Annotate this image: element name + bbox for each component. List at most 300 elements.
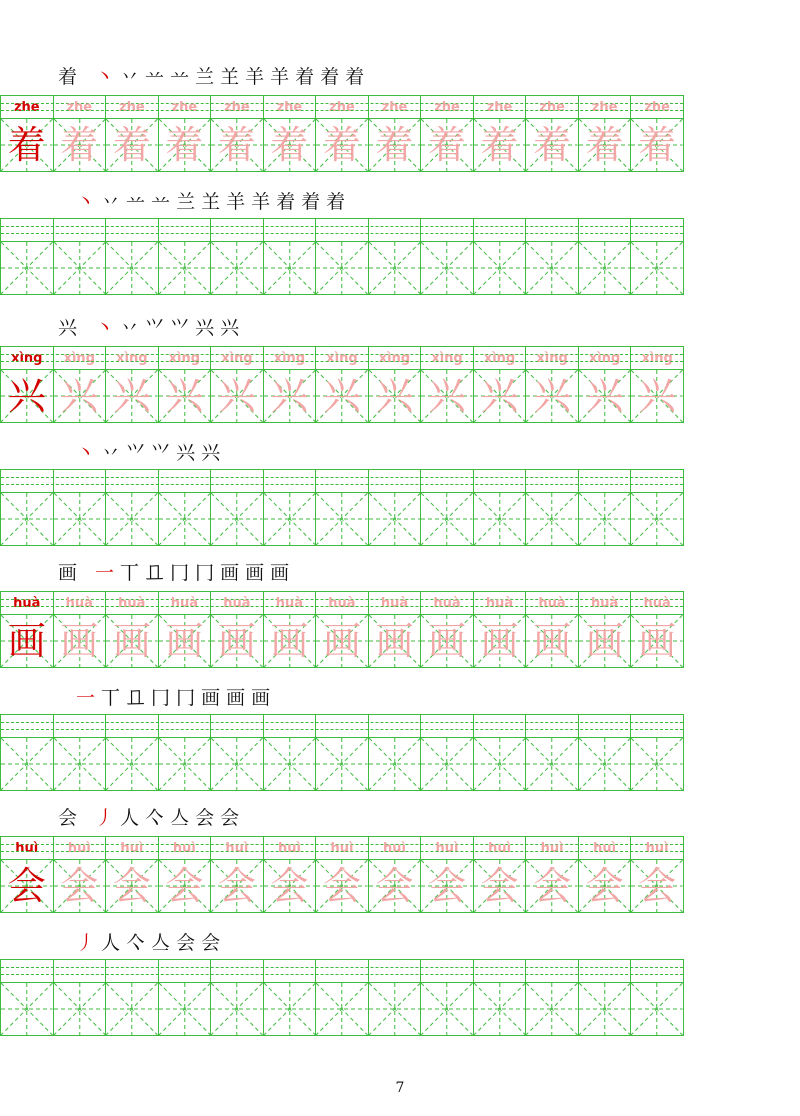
pinyin-cell[interactable]: [54, 715, 107, 737]
blank-writing-cell[interactable]: [211, 493, 264, 545]
trace-character: 会: [480, 864, 519, 908]
trace-character-cell: [421, 119, 474, 171]
trace-character: 画: [60, 619, 99, 663]
blank-writing-cell[interactable]: [316, 983, 369, 1035]
pinyin-cell[interactable]: [264, 715, 317, 737]
cell-guide-lines: [1, 493, 53, 545]
practice-grid: [0, 714, 684, 791]
trace-character: 画: [638, 619, 677, 663]
stroke-step: 画: [201, 687, 221, 709]
stroke-step: 兰: [195, 66, 215, 88]
blank-writing-cell[interactable]: [474, 738, 527, 790]
blank-writing-cell[interactable]: [1, 983, 54, 1035]
pinyin-cell: zhe: [316, 96, 369, 118]
stroke-step: 人: [101, 932, 121, 954]
stroke-order-line-repeat: [58, 441, 220, 465]
trace-character-cell: [631, 615, 683, 667]
stroke-step: 冂: [170, 562, 190, 584]
trace-character: 会: [112, 864, 151, 908]
pinyin-cell[interactable]: [264, 960, 317, 982]
blank-writing-cell[interactable]: [474, 493, 527, 545]
blank-writing-cell[interactable]: [631, 493, 683, 545]
cell-guide-lines: [631, 242, 683, 294]
cell-guide-lines: [526, 983, 578, 1035]
blank-writing-cell[interactable]: [369, 983, 422, 1035]
pinyin-cell: zhe: [421, 96, 474, 118]
stroke-step: 𦍌: [201, 191, 221, 213]
stroke-order-line-repeat: [58, 190, 345, 214]
character-heading: 画: [58, 562, 78, 584]
cell-guide-lines: [159, 242, 211, 294]
cell-guide-lines: [474, 738, 526, 790]
stroke-step: 丷: [101, 191, 121, 213]
pinyin-cell: huà: [474, 592, 527, 614]
pinyin-cell[interactable]: [159, 715, 212, 737]
trace-character: 画: [270, 619, 309, 663]
trace-character-cell: [316, 370, 369, 422]
pinyin-cell: huì: [369, 837, 422, 859]
pinyin-cell[interactable]: [316, 219, 369, 241]
pinyin-cell[interactable]: [474, 470, 527, 492]
pinyin-cell: huà: [643, 595, 671, 611]
pinyin-cell[interactable]: [159, 470, 212, 492]
trace-character: 着: [270, 123, 309, 167]
blank-writing-cell[interactable]: [631, 738, 683, 790]
pinyin-cell[interactable]: [211, 960, 264, 982]
cell-guide-lines: [264, 983, 316, 1035]
blank-writing-cell[interactable]: [54, 493, 107, 545]
blank-writing-cell[interactable]: [579, 242, 632, 294]
blank-writing-cell[interactable]: [264, 242, 317, 294]
stroke-step: 兴: [220, 317, 240, 339]
trace-character: 着: [638, 123, 677, 167]
trace-character: 着: [165, 123, 204, 167]
pinyin-cell[interactable]: [369, 960, 422, 982]
pinyin-cell[interactable]: [54, 470, 107, 492]
blank-writing-cell[interactable]: [264, 983, 317, 1035]
pinyin-cell: xìng: [54, 347, 107, 369]
stroke-step: 丷: [101, 442, 121, 464]
tracing-grid: [0, 346, 684, 423]
trace-character-cell: [526, 119, 579, 171]
pinyin-cell[interactable]: [211, 470, 264, 492]
trace-character: 兴: [533, 374, 572, 418]
pinyin-cell[interactable]: [106, 960, 159, 982]
trace-character-cell: [106, 860, 159, 912]
trace-character-cell: [159, 615, 212, 667]
pinyin-cell: zhe: [526, 96, 579, 118]
character-row: [1, 118, 683, 172]
blank-writing-cell[interactable]: [369, 493, 422, 545]
stroke-step: 着: [326, 191, 346, 213]
pinyin-cell[interactable]: [421, 960, 474, 982]
blank-writing-cell[interactable]: [159, 738, 212, 790]
pinyin-cell[interactable]: [421, 219, 474, 241]
pinyin-cell[interactable]: [316, 960, 369, 982]
cell-guide-lines: [369, 983, 421, 1035]
stroke-step: 䒑: [145, 66, 165, 88]
blank-writing-cell[interactable]: [421, 493, 474, 545]
cell-guide-lines: [631, 738, 683, 790]
pinyin-cell: zhe: [474, 96, 527, 118]
pinyin-cell[interactable]: [526, 470, 579, 492]
cell-guide-lines: [54, 983, 106, 1035]
trace-character-cell: [316, 119, 369, 171]
pinyin-cell: zhe: [264, 96, 317, 118]
trace-character-cell: [106, 119, 159, 171]
cell-guide-lines: [159, 738, 211, 790]
pinyin-cell[interactable]: [106, 715, 159, 737]
pinyin-cell[interactable]: [369, 470, 422, 492]
blank-writing-cell[interactable]: [526, 493, 579, 545]
stroke-step: 兴: [201, 442, 221, 464]
blank-writing-cell[interactable]: [159, 493, 212, 545]
pinyin-cell: zhe: [159, 96, 212, 118]
cell-guide-lines: [474, 983, 526, 1035]
pinyin-cell: huì: [159, 837, 212, 859]
stroke-step: 𠀃: [126, 687, 146, 709]
pinyin-cell: huà: [159, 592, 212, 614]
pinyin-row: [1, 714, 683, 737]
trace-character-cell: [579, 615, 632, 667]
cell-guide-lines: [421, 493, 473, 545]
pinyin-cell: huà: [579, 592, 632, 614]
stroke-step: 䒑: [170, 66, 190, 88]
stroke-step: 亼: [151, 932, 171, 954]
cell-guide-lines: [159, 983, 211, 1035]
pinyin-row: [1, 95, 683, 118]
cell-guide-lines: [526, 242, 578, 294]
trace-character-cell: [54, 370, 107, 422]
stroke-step: 着: [301, 191, 321, 213]
pinyin-cell[interactable]: [211, 715, 264, 737]
stroke-step: 着: [295, 66, 315, 88]
trace-character: 画: [322, 619, 361, 663]
page-number: 7: [395, 1080, 405, 1096]
trace-character-cell: [369, 119, 422, 171]
stroke-step: 会: [195, 807, 215, 829]
pinyin-cell: huà: [106, 592, 159, 614]
trace-character: 会: [60, 864, 99, 908]
pinyin-cell: zhe: [211, 96, 264, 118]
pinyin-cell[interactable]: [1, 219, 54, 241]
blank-writing-cell[interactable]: [526, 242, 579, 294]
stroke-step: 丿: [95, 807, 115, 829]
trace-character-cell: [579, 119, 632, 171]
pinyin-cell[interactable]: [1, 470, 54, 492]
trace-character-cell: [264, 615, 317, 667]
pinyin-cell: xìng: [106, 347, 159, 369]
blank-writing-cell[interactable]: [369, 738, 422, 790]
cell-guide-lines: [526, 738, 578, 790]
pinyin-cell: huà: [264, 592, 317, 614]
blank-writing-cell[interactable]: [421, 242, 474, 294]
trace-character: 兴: [480, 374, 519, 418]
cell-guide-lines: [159, 493, 211, 545]
pinyin-cell: huà: [316, 592, 369, 614]
trace-character: 会: [270, 864, 309, 908]
blank-writing-cell[interactable]: [526, 738, 579, 790]
pinyin-cell[interactable]: [54, 960, 107, 982]
trace-character: 画: [165, 619, 204, 663]
blank-writing-cell[interactable]: [579, 983, 632, 1035]
trace-character-cell: [316, 860, 369, 912]
blank-writing-cell[interactable]: [316, 493, 369, 545]
blank-writing-cell[interactable]: [526, 983, 579, 1035]
blank-writing-cell[interactable]: [211, 738, 264, 790]
pinyin-cell[interactable]: [474, 960, 527, 982]
trace-character: 会: [217, 864, 256, 908]
pinyin-cell[interactable]: [316, 470, 369, 492]
character-row: [1, 859, 683, 913]
pinyin-cell[interactable]: [264, 219, 317, 241]
stroke-step: 丶: [76, 442, 96, 464]
trace-character: 兴: [60, 374, 99, 418]
trace-character-cell: [369, 370, 422, 422]
blank-writing-cell[interactable]: [211, 983, 264, 1035]
character-row: [1, 492, 683, 546]
character-heading: 会: [58, 807, 78, 829]
trace-character-cell: [264, 119, 317, 171]
pinyin-cell[interactable]: [631, 960, 683, 982]
cell-guide-lines: [526, 493, 578, 545]
stroke-step: 䒑: [126, 191, 146, 213]
trace-character: 着: [322, 123, 361, 167]
pinyin-cell: xìng: [369, 347, 422, 369]
cell-guide-lines: [421, 738, 473, 790]
pinyin-cell[interactable]: [159, 219, 212, 241]
trace-character-cell: [159, 119, 212, 171]
pinyin-cell: huì: [211, 837, 264, 859]
stroke-order-line: [58, 561, 289, 585]
trace-character: 兴: [585, 374, 624, 418]
pinyin-cell: zhe: [579, 96, 632, 118]
blank-writing-cell[interactable]: [474, 983, 527, 1035]
pinyin-cell[interactable]: [579, 960, 632, 982]
blank-writing-cell[interactable]: [54, 738, 107, 790]
stroke-step: 会: [176, 932, 196, 954]
trace-character: 着: [585, 123, 624, 167]
cell-guide-lines: [421, 983, 473, 1035]
pinyin-cell: xìng: [526, 347, 579, 369]
pinyin-cell: huì: [316, 837, 369, 859]
pinyin-cell: huà: [526, 592, 579, 614]
model-character: 会: [7, 864, 46, 908]
blank-writing-cell[interactable]: [579, 738, 632, 790]
cell-guide-lines: [474, 242, 526, 294]
blank-writing-cell[interactable]: [421, 738, 474, 790]
pinyin-row: [1, 591, 683, 614]
trace-character-cell: [159, 860, 212, 912]
cell-guide-lines: [54, 493, 106, 545]
pinyin-cell: huì: [579, 837, 632, 859]
stroke-order-line: [58, 316, 239, 340]
blank-writing-cell[interactable]: [1, 493, 54, 545]
model-character-cell: [1, 860, 54, 912]
trace-character-cell: [526, 370, 579, 422]
pinyin-cell: zhe: [644, 99, 670, 115]
pinyin-cell: huà: [369, 592, 422, 614]
trace-character-cell: [211, 615, 264, 667]
cell-guide-lines: [106, 738, 158, 790]
trace-character: 兴: [428, 374, 467, 418]
pinyin-cell[interactable]: [1, 715, 54, 737]
stroke-step: 丶: [95, 317, 115, 339]
character-row: [1, 241, 683, 295]
blank-writing-cell[interactable]: [421, 983, 474, 1035]
stroke-step: 会: [220, 807, 240, 829]
stroke-step: 丶: [76, 191, 96, 213]
trace-character-cell: [421, 615, 474, 667]
blank-writing-cell[interactable]: [579, 493, 632, 545]
blank-writing-cell[interactable]: [159, 983, 212, 1035]
trace-character-cell: [264, 370, 317, 422]
cell-guide-lines: [106, 242, 158, 294]
stroke-step: 画: [270, 562, 290, 584]
trace-character: 兴: [165, 374, 204, 418]
tracing-grid: [0, 95, 684, 172]
trace-character-cell: [106, 615, 159, 667]
pinyin-row: [1, 218, 683, 241]
pinyin-cell: xìng: [641, 350, 673, 366]
pinyin-cell[interactable]: [526, 960, 579, 982]
stroke-step: 画: [226, 687, 246, 709]
blank-writing-cell[interactable]: [54, 983, 107, 1035]
blank-writing-cell[interactable]: [316, 738, 369, 790]
cell-guide-lines: [316, 493, 368, 545]
blank-writing-cell[interactable]: [54, 242, 107, 294]
stroke-step: ⺍: [126, 442, 146, 464]
pinyin-cell[interactable]: [159, 960, 212, 982]
pinyin-cell[interactable]: [264, 470, 317, 492]
pinyin-cell: huì: [645, 840, 669, 856]
cell-guide-lines: [264, 242, 316, 294]
trace-character: 兴: [375, 374, 414, 418]
pinyin-cell[interactable]: [631, 715, 683, 737]
pinyin-cell[interactable]: [579, 219, 632, 241]
pinyin-cell: zhe: [369, 96, 422, 118]
blank-writing-cell[interactable]: [106, 983, 159, 1035]
trace-character: 会: [585, 864, 624, 908]
blank-writing-cell[interactable]: [264, 738, 317, 790]
cell-guide-lines: [369, 242, 421, 294]
stroke-step: 一: [76, 687, 96, 709]
pinyin-cell: zhe: [54, 96, 107, 118]
cell-guide-lines: [631, 493, 683, 545]
cell-guide-lines: [369, 738, 421, 790]
trace-character-cell: [631, 119, 683, 171]
stroke-step: 画: [245, 562, 265, 584]
pinyin-cell[interactable]: [369, 219, 422, 241]
character-row: [1, 737, 683, 791]
pinyin-cell[interactable]: [54, 219, 107, 241]
pinyin-cell[interactable]: [421, 715, 474, 737]
pinyin-cell[interactable]: [526, 219, 579, 241]
pinyin-cell[interactable]: [474, 715, 527, 737]
cell-guide-lines: [211, 493, 263, 545]
pinyin-cell[interactable]: [631, 219, 683, 241]
trace-character-cell: [474, 860, 527, 912]
blank-writing-cell[interactable]: [106, 242, 159, 294]
pinyin-cell[interactable]: [631, 470, 683, 492]
pinyin-cell[interactable]: [106, 470, 159, 492]
blank-writing-cell[interactable]: [631, 983, 683, 1035]
stroke-step: 亽: [126, 932, 146, 954]
blank-writing-cell[interactable]: [1, 242, 54, 294]
trace-character-cell: [579, 370, 632, 422]
blank-writing-cell[interactable]: [631, 242, 683, 294]
blank-writing-cell[interactable]: [211, 242, 264, 294]
trace-character: 画: [533, 619, 572, 663]
blank-writing-cell[interactable]: [1, 738, 54, 790]
pinyin-cell: huì: [54, 837, 107, 859]
stroke-step: ⺍: [145, 317, 165, 339]
trace-character-cell: [54, 615, 107, 667]
stroke-step: 羊: [226, 191, 246, 213]
stroke-step: 兴: [176, 442, 196, 464]
pinyin-row: [1, 469, 683, 492]
pinyin-cell: huì: [1, 837, 54, 859]
pinyin-cell: xìng: [1, 347, 54, 369]
stroke-step: 丅: [101, 687, 121, 709]
pinyin-cell: huì: [421, 837, 474, 859]
blank-writing-cell[interactable]: [474, 242, 527, 294]
stroke-step: 丅: [120, 562, 140, 584]
stroke-step: 𠀃: [145, 562, 165, 584]
stroke-step: 羊: [270, 66, 290, 88]
model-character: 画: [7, 619, 46, 663]
blank-writing-cell[interactable]: [316, 242, 369, 294]
stroke-step: ⺍: [170, 317, 190, 339]
blank-writing-cell[interactable]: [106, 493, 159, 545]
blank-writing-cell[interactable]: [106, 738, 159, 790]
trace-character-cell: [211, 119, 264, 171]
tracing-grid: [0, 591, 684, 668]
cell-guide-lines: [54, 738, 106, 790]
stroke-step: 羊: [251, 191, 271, 213]
blank-writing-cell[interactable]: [264, 493, 317, 545]
cell-guide-lines: [579, 738, 631, 790]
trace-character-cell: [631, 370, 683, 422]
stroke-step: 丷: [120, 66, 140, 88]
trace-character: 会: [165, 864, 204, 908]
cell-guide-lines: [369, 493, 421, 545]
pinyin-cell[interactable]: [1, 960, 54, 982]
trace-character: 着: [533, 123, 572, 167]
pinyin-cell: huì: [106, 837, 159, 859]
pinyin-cell[interactable]: [211, 219, 264, 241]
pinyin-cell[interactable]: [106, 219, 159, 241]
pinyin-cell[interactable]: [579, 470, 632, 492]
stroke-step: 会: [201, 932, 221, 954]
trace-character-cell: [526, 615, 579, 667]
pinyin-cell[interactable]: [369, 715, 422, 737]
pinyin-cell[interactable]: [526, 715, 579, 737]
model-character-cell: [1, 119, 54, 171]
pinyin-cell[interactable]: [579, 715, 632, 737]
cell-guide-lines: [264, 738, 316, 790]
trace-character: 兴: [270, 374, 309, 418]
pinyin-cell[interactable]: [474, 219, 527, 241]
cell-guide-lines: [631, 983, 683, 1035]
blank-writing-cell[interactable]: [369, 242, 422, 294]
blank-writing-cell[interactable]: [159, 242, 212, 294]
pinyin-cell[interactable]: [421, 470, 474, 492]
pinyin-cell[interactable]: [316, 715, 369, 737]
cell-guide-lines: [54, 242, 106, 294]
trace-character: 画: [585, 619, 624, 663]
pinyin-cell: xìng: [211, 347, 264, 369]
